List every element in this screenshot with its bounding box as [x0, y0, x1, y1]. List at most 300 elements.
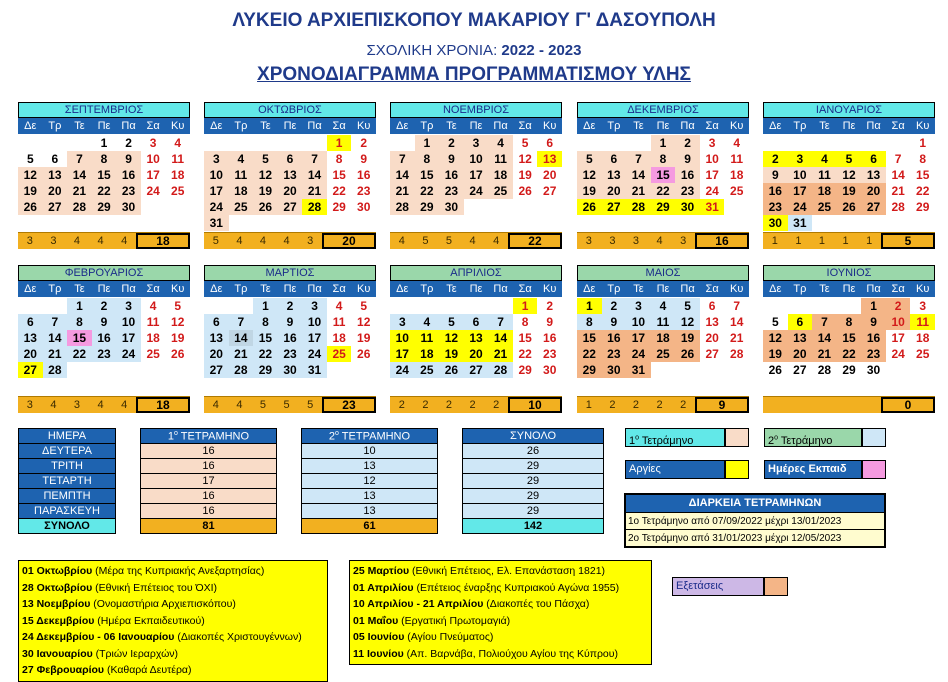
day-cell: 23 [92, 346, 117, 362]
day-cell: 28 [626, 199, 651, 215]
weekday-label: Τε [74, 283, 85, 295]
month-total: 16 [695, 233, 749, 249]
day-cell: 17 [116, 330, 141, 346]
weekday-count: 3 [585, 235, 592, 247]
day-cell: 20 [43, 183, 68, 199]
day-cell: 25 [415, 362, 440, 378]
day-cell [92, 362, 117, 378]
day-cell: 11 [812, 167, 837, 183]
month-calendar [577, 265, 749, 378]
day-cell: 3 [788, 151, 813, 167]
day-cell [204, 135, 229, 151]
day-cell: 19 [577, 183, 602, 199]
day-cell: 28 [817, 363, 832, 377]
day-cell: 10 [886, 314, 911, 330]
stats-cell: 10 [302, 444, 438, 459]
day-cell: 25 [651, 346, 676, 362]
day-cell: 29 [577, 362, 602, 378]
day-cell: 4 [733, 136, 741, 150]
day-cell: 28 [229, 362, 254, 378]
day-cell: 22 [577, 346, 602, 362]
day-cell [675, 362, 700, 378]
days-table [18, 428, 116, 534]
day-cell: 9 [675, 151, 700, 167]
day-cell: 24 [626, 346, 651, 362]
day-cell: 16 [543, 331, 557, 345]
legend-holidays [625, 460, 725, 479]
weekday-count: 3 [609, 235, 616, 247]
stats-cell: 13 [302, 489, 438, 504]
day-cell: 25 [730, 184, 744, 198]
day-cell: 7 [229, 314, 254, 330]
day-cell: 26 [768, 363, 782, 377]
month-calendar [390, 102, 562, 215]
day-cell: 31 [788, 215, 813, 231]
day-cell: 16 [278, 330, 303, 346]
holiday-item [353, 629, 648, 646]
holiday-desc: (Επέτειος έναρξης Κυπριακού Αγώνα 1955) [413, 581, 620, 594]
weekday-label: Δε [583, 283, 596, 295]
weekday-label: Κυ [916, 283, 930, 295]
term2-table [301, 428, 438, 534]
day-cell: 17 [788, 183, 813, 199]
school-year-label: ΣΧΟΛΙΚΗ ΧΡΟΝΙΑ: [366, 42, 498, 59]
day-cell: 17 [302, 330, 327, 346]
weekday-count: 1 [866, 235, 873, 247]
legend-term1 [625, 428, 725, 447]
day-cell: 20 [204, 346, 229, 362]
day-cell: 3 [204, 151, 229, 167]
day-cell: 25 [916, 347, 930, 361]
weekday-header [204, 118, 376, 134]
holiday-date: 11 Ιουνίου [353, 647, 404, 660]
weekday-label: Τε [819, 120, 830, 132]
day-cell: 22 [92, 183, 117, 199]
weekday-label: Πε [283, 120, 297, 132]
weekday-label: Πε [97, 120, 111, 132]
day-cell: 2 [546, 299, 554, 313]
day-cell: 15 [916, 168, 930, 182]
day-grid [204, 135, 376, 231]
day-cell: 2 [763, 151, 788, 167]
day-cell: 14 [626, 167, 651, 183]
day-grid [577, 135, 749, 215]
weekday-count: 3 [50, 235, 57, 247]
month-summary [390, 232, 562, 249]
day-cell: 21 [812, 346, 837, 362]
weekday-label: Τρ [607, 283, 621, 295]
day-cell [141, 199, 166, 215]
day-cell: 16 [763, 183, 788, 199]
day-cell [253, 135, 278, 151]
day-cell [351, 215, 376, 231]
day-cell: 28 [730, 347, 744, 361]
weekday-header [763, 118, 935, 134]
weekday-label: Τρ [607, 120, 621, 132]
day-cell: 10 [204, 167, 229, 183]
day-cell: 28 [302, 199, 327, 215]
weekday-label: Σα [705, 120, 719, 132]
day-cell: 3 [464, 135, 489, 151]
holiday-desc: (Ονομαστήρια Αρχιεπισκόπου) [90, 598, 236, 610]
day-cell: 12 [577, 167, 602, 183]
day-cell: 15 [92, 167, 117, 183]
weekday-label: Δε [210, 120, 223, 132]
weekday-label: Κυ [730, 283, 744, 295]
day-cell: 4 [488, 135, 513, 151]
day-cell [141, 362, 166, 378]
term-duration-box [624, 493, 886, 548]
stats-cell: ΔΕΥΤΕΡΑ [19, 444, 116, 459]
day-cell: 14 [67, 167, 92, 183]
day-cell: 28 [390, 199, 415, 215]
day-cell: 2 [92, 298, 117, 314]
month-title: ΙΑΝΟΥΑΡΙΟΣ [763, 102, 935, 118]
day-cell: 4 [651, 298, 676, 314]
weekday-count: 4 [493, 235, 500, 247]
day-cell: 26 [675, 346, 700, 362]
month-title: ΟΚΤΩΒΡΙΟΣ [204, 102, 376, 118]
weekday-count: 4 [50, 399, 57, 411]
day-cell: 27 [43, 199, 68, 215]
day-cell [165, 362, 190, 378]
weekday-label: Τε [633, 120, 644, 132]
stats-cell: 17 [141, 474, 277, 489]
day-cell [910, 362, 935, 378]
weekday-label: Πε [842, 283, 856, 295]
day-cell [302, 135, 327, 151]
weekday-count: 4 [121, 399, 128, 411]
sum-header: ΣΥΝΟΛΟ [463, 429, 604, 444]
weekday-count: 2 [680, 399, 687, 411]
day-cell [229, 298, 254, 314]
day-cell [861, 135, 886, 151]
day-cell: 21 [488, 346, 513, 362]
day-cell: 20 [278, 183, 303, 199]
month-summary [204, 396, 376, 413]
weekday-count: 2 [632, 399, 640, 411]
holidays-list-right [349, 560, 652, 665]
weekday-header [577, 118, 749, 134]
weekday-count: 4 [121, 235, 128, 247]
day-cell: 3 [116, 298, 141, 314]
day-cell: 11 [651, 314, 676, 330]
legend-term2 [764, 428, 862, 447]
holiday-desc: (Εργατική Πρωτομαγιά) [398, 614, 511, 627]
day-cell [812, 215, 837, 231]
day-cell: 27 [278, 199, 303, 215]
weekday-count [787, 397, 811, 413]
day-cell: 2 [125, 136, 132, 150]
holiday-date: 05 Ιουνίου [353, 631, 405, 643]
day-cell: 15 [577, 330, 602, 346]
day-cell: 9 [360, 152, 368, 166]
stats-cell: 16 [141, 459, 277, 474]
day-grid [390, 298, 562, 378]
day-cell [763, 135, 788, 151]
stats-total-cell: ΣΥΝΟΛΟ [19, 519, 116, 534]
weekday-label: Πα [866, 120, 881, 132]
day-cell: 5 [26, 152, 34, 166]
term1-header: $1^o$ ΤΕΤΡΑΜΗΝΟ [141, 429, 277, 444]
weekday-label: Τε [446, 120, 457, 132]
day-cell: 4 [812, 151, 837, 167]
weekday-label: Σα [146, 120, 160, 132]
day-cell: 8 [577, 314, 602, 330]
weekday-count: 2 [493, 399, 500, 411]
weekday-count: 5 [212, 235, 219, 247]
month-total: 10 [508, 397, 562, 413]
month-title: ΦΕΒΡΟΥΑΡΙΟΣ [18, 265, 190, 281]
day-cell: 5 [577, 151, 602, 167]
weekday-label: Τε [633, 283, 644, 295]
day-cell: 22 [253, 346, 278, 362]
weekday-label: Τρ [48, 120, 62, 132]
day-cell: 17 [464, 167, 489, 183]
day-cell: 26 [357, 347, 371, 361]
school-title: ΛΥΚΕΙΟ ΑΡΧΙΕΠΙΣΚΟΠΟΥ ΜΑΚΑΡΙΟΥ Γ' ΔΑΣΟΥΠΟΛΗ [232, 10, 716, 31]
day-cell: 7 [390, 151, 415, 167]
stats-cell: 13 [302, 504, 438, 519]
holiday-item [22, 613, 324, 630]
day-cell: 8 [335, 152, 343, 166]
weekday-label: Σα [332, 283, 346, 295]
day-cell: 25 [171, 184, 185, 198]
day-cell: 13 [204, 330, 229, 346]
day-cell: 8 [415, 151, 440, 167]
day-cell: 30 [357, 200, 371, 214]
day-cell: 3 [626, 298, 651, 314]
holiday-date: 27 Φεβρουαρίου [22, 664, 105, 676]
weekday-count: 4 [97, 235, 104, 247]
weekday-header [577, 281, 749, 297]
weekday-count: 1 [842, 235, 849, 247]
day-cell: 21 [67, 183, 92, 199]
day-cell: 3 [708, 136, 716, 150]
term2-duration: 2ο Τετράμηνο από 31/01/2023 μέχρι 12/05/2023 [626, 529, 884, 546]
day-cell: 19 [439, 346, 464, 362]
day-cell: 3 [919, 299, 927, 313]
day-cell: 1 [67, 298, 92, 314]
month-calendar [763, 265, 935, 378]
day-cell: 31 [626, 362, 651, 378]
holiday-date: 25 Μαρτίου [353, 565, 410, 577]
day-cell: 12 [837, 167, 862, 183]
holiday-item [353, 563, 648, 580]
day-cell: 2 [278, 298, 303, 314]
weekday-count: 4 [73, 235, 81, 247]
weekday-label: Δε [24, 120, 37, 132]
weekday-count: 4 [469, 235, 476, 247]
day-cell: 13 [705, 315, 719, 329]
day-cell: 19 [18, 183, 43, 199]
weekday-label: Πε [842, 120, 856, 132]
day-cell: 17 [891, 331, 905, 345]
day-cell [788, 298, 813, 314]
weekday-count: 1 [771, 235, 778, 247]
day-cell: 19 [763, 346, 788, 362]
weekday-count: 3 [307, 235, 314, 247]
day-cell: 2 [439, 135, 464, 151]
day-cell: 27 [705, 347, 719, 361]
day-grid [763, 298, 935, 378]
day-cell: 23 [278, 346, 303, 362]
day-cell: 28 [67, 199, 92, 215]
day-cell: 18 [146, 331, 160, 345]
day-cell: 16 [92, 330, 117, 346]
holiday-date: 10 Απριλίου - 21 Απριλίου [353, 598, 484, 610]
day-cell: 21 [626, 183, 651, 199]
day-cell: 18 [730, 168, 744, 182]
day-cell: 21 [43, 346, 68, 362]
day-cell: 3 [149, 136, 157, 150]
day-cell [229, 135, 254, 151]
day-cell: 1 [861, 298, 886, 314]
day-cell: 16 [861, 330, 886, 346]
day-cell: 5 [360, 299, 368, 313]
day-cell: 4 [335, 299, 343, 313]
day-cell: 6 [278, 151, 303, 167]
day-cell: 6 [861, 151, 886, 167]
holiday-date: 30 Ιανουαρίου [22, 647, 93, 660]
day-cell [67, 135, 92, 151]
day-cell [229, 215, 254, 231]
day-cell [577, 135, 602, 151]
weekday-count: 4 [656, 235, 663, 247]
day-cell: 27 [861, 199, 886, 215]
day-cell: 8 [521, 315, 529, 329]
stats-cell: ΠΕΜΠΤΗ [19, 489, 116, 504]
day-cell: 26 [837, 199, 862, 215]
day-cell: 1 [651, 135, 676, 151]
day-cell: 19 [253, 183, 278, 199]
weekday-count [810, 397, 834, 413]
weekday-label: Τρ [420, 283, 434, 295]
day-cell [837, 215, 862, 231]
day-cell: 5 [253, 151, 278, 167]
stats-cell: 29 [463, 474, 604, 489]
day-cell: 30 [675, 199, 700, 215]
day-cell: 5 [521, 136, 529, 150]
day-cell [18, 298, 43, 314]
stats-cell: 13 [302, 459, 438, 474]
legend-holidays-label: Αργίες [629, 463, 661, 475]
weekday-label: Δε [24, 283, 37, 295]
legend-exams-swatch [764, 577, 788, 596]
day-cell [602, 135, 627, 151]
day-cell: 22 [651, 183, 676, 199]
holiday-item [353, 646, 648, 663]
weekday-label: Πα [866, 283, 881, 295]
weekday-count: 2 [422, 399, 429, 411]
day-cell [390, 135, 415, 151]
day-cell: 17 [390, 346, 415, 362]
day-cell: 20 [464, 346, 489, 362]
day-cell [253, 215, 278, 231]
day-cell: 30 [866, 363, 881, 377]
holiday-desc: (Καθαρά Δευτέρα) [104, 664, 192, 676]
day-cell: 16 [439, 167, 464, 183]
weekday-count: 3 [73, 399, 81, 411]
weekday-label: Δε [396, 283, 409, 295]
day-cell: 8 [651, 151, 676, 167]
day-cell: 25 [229, 199, 254, 215]
day-cell: 6 [788, 314, 813, 330]
day-cell: 13 [464, 330, 489, 346]
day-cell: 26 [253, 199, 278, 215]
day-cell: 10 [116, 314, 141, 330]
weekday-label: Τρ [793, 283, 807, 295]
day-grid [763, 135, 935, 231]
day-cell: 21 [730, 331, 744, 345]
weekday-label: Πε [97, 283, 111, 295]
day-cell: 30 [278, 362, 303, 378]
day-cell: 18 [488, 167, 513, 183]
day-cell: 25 [812, 199, 837, 215]
stats-cell: 29 [463, 489, 604, 504]
day-cell: 29 [651, 199, 676, 215]
weekday-label: Δε [583, 120, 596, 132]
holiday-date: 15 Δεκεμβρίου [22, 614, 95, 627]
day-cell: 28 [43, 362, 68, 378]
month-total: 5 [881, 233, 935, 249]
day-cell [837, 135, 862, 151]
day-cell: 23 [357, 184, 371, 198]
day-cell: 10 [464, 151, 489, 167]
weekday-label: Πε [283, 283, 297, 295]
day-cell: 23 [861, 346, 886, 362]
weekday-label: Κυ [916, 120, 930, 132]
month-title: ΜΑΙΟΣ [577, 265, 749, 281]
day-cell: 10 [626, 314, 651, 330]
day-cell: 9 [92, 314, 117, 330]
day-cell: 13 [861, 167, 886, 183]
day-cell: 30 [439, 199, 464, 215]
weekday-label: Πα [493, 120, 508, 132]
weekday-label: Πε [469, 120, 483, 132]
legend-edu-days-swatch [862, 460, 886, 479]
day-cell: 2 [360, 136, 368, 150]
day-cell: 20 [861, 183, 886, 199]
day-cell: 29 [842, 363, 856, 377]
day-cell [651, 362, 676, 378]
day-cell: 18 [916, 331, 930, 345]
month-calendar [577, 102, 749, 215]
weekday-label: Τε [260, 283, 271, 295]
day-cell: 22 [916, 184, 930, 198]
stats-cell: 29 [463, 459, 604, 474]
weekday-label: Πε [656, 283, 670, 295]
day-cell: 6 [18, 314, 43, 330]
day-cell: 6 [602, 151, 627, 167]
day-cell: 14 [302, 167, 327, 183]
month-summary [763, 396, 935, 413]
weekday-count: 4 [236, 235, 243, 247]
day-cell: 11 [146, 315, 160, 329]
legend-holidays-swatch [725, 460, 749, 479]
day-cell [302, 215, 327, 231]
day-cell: 6 [546, 136, 554, 150]
weekday-label: Σα [705, 283, 719, 295]
weekday-label: Δε [769, 120, 782, 132]
weekday-count: 4 [283, 235, 290, 247]
day-cell: 21 [891, 184, 905, 198]
day-cell: 21 [229, 346, 254, 362]
day-cell: 22 [67, 346, 92, 362]
weekday-count [763, 397, 787, 413]
day-cell: 11 [488, 151, 513, 167]
day-cell: 19 [171, 331, 185, 345]
